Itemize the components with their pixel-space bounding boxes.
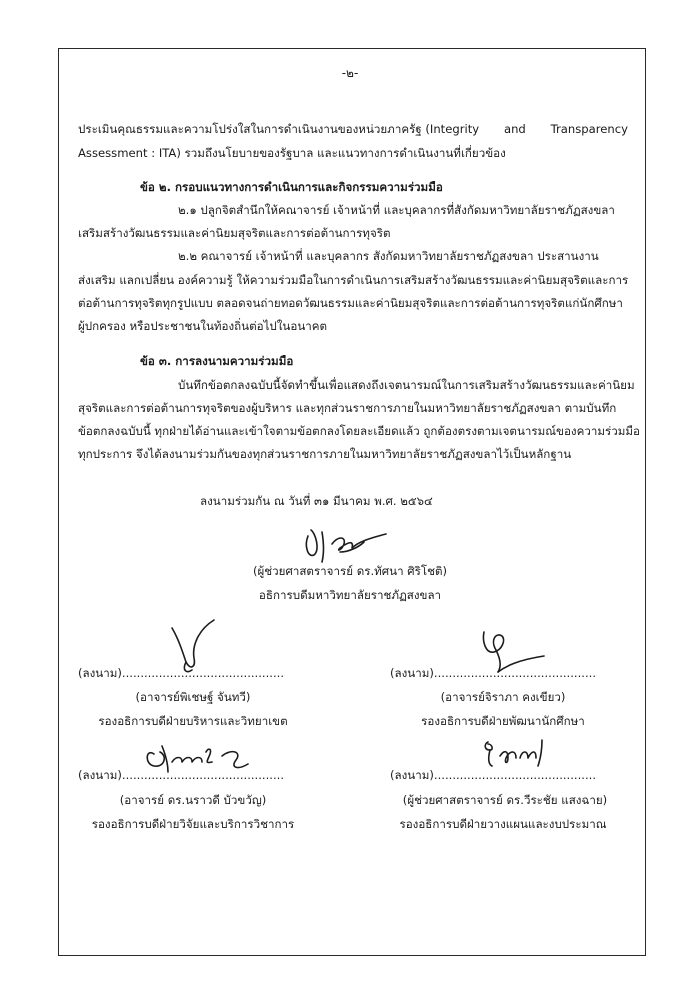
signatory-1-name: (อาจารย์พิเชษฐ์ จันทวี)	[135, 690, 251, 704]
signatory-2-sign-line: (ลงนาม)............................................	[390, 666, 597, 680]
signing-date: ลงนามร่วมกัน ณ วันที่ ๓๑ มีนาคม พ.ศ. ๒๕๖๔	[200, 494, 433, 508]
signatory-4-signature	[476, 736, 556, 772]
ita-paragraph-line-2: Assessment : ITA) รวมถึงนโยบายของรัฐบาล และแนวทางการดำเนินงานที่เกี่ยวข้อง	[78, 146, 506, 160]
section-2-item-2-line-3: ต่อต้านการทุจริตทุกรูปแบบ ตลอดจนถ่ายทอดวัฒนธรรมและค่านิยมสุจริตและการต่อต้านการทุจริตแก่นักศึกษา	[78, 296, 623, 310]
signatory-1-position: รองอธิการบดีฝ่ายบริหารและวิทยาเขต	[98, 714, 288, 728]
section-3-heading: ข้อ ๓. การลงนามความร่วมมือ	[140, 354, 294, 368]
ita-line1-part-3: Transparency	[550, 122, 628, 136]
section-2-item-1-line-1: ๒.๑ ปลูกจิตสำนึกให้คณาจารย์ เจ้าหน้าที่ และบุคลากรที่สังกัดมหาวิทยาลัยราชภัฏสงขลา	[178, 203, 615, 217]
section-2-item-1-line-2: เสริมสร้างวัฒนธรรมและค่านิยมสุจริตและการต่อต้านการทุจริต	[78, 226, 391, 240]
ita-line1-part-2: and	[503, 122, 526, 136]
section-2-item-2-line-4: ผู้ปกครอง หรือประชาชนในท้องถิ่นต่อไปในอนาคต	[78, 319, 328, 333]
ita-line1-part-1: ประเมินคุณธรรมและความโปร่งใสในการดำเนินงานของหน่วยภาครัฐ (Integrity	[78, 122, 480, 136]
signatory-4-sign-line: (ลงนาม)............................................	[390, 768, 597, 782]
president-name: (ผู้ช่วยศาสตราจารย์ ดร.ทัศนา ศิริโชติ)	[252, 564, 447, 578]
signatory-4-position: รองอธิการบดีฝ่ายวางแผนและงบประมาณ	[399, 817, 607, 831]
section-3-line-4: ทุกประการ จึงได้ลงนามร่วมกันของทุกส่วนราชการภายในมหาวิทยาลัยราชภัฏสงขลาไว้เป็นหลักฐาน	[78, 447, 572, 461]
ita-paragraph-line-1	[78, 124, 628, 136]
signatory-3-sign-line: (ลงนาม)............................................	[78, 768, 285, 782]
president-position: อธิการบดีมหาวิทยาลัยราชภัฏสงขลา	[258, 588, 442, 602]
signatory-2-position: รองอธิการบดีฝ่ายพัฒนานักศึกษา	[421, 714, 585, 728]
section-2-item-2-line-1: ๒.๒ คณาจารย์ เจ้าหน้าที่ และบุคลากร สังกัดมหาวิทยาลัยราชภัฏสงขลา ประสานงาน	[178, 249, 599, 263]
section-2-item-2-line-2: ส่งเสริม แลกเปลี่ยน องค์ความรู้ ให้ความร่วมมือในการดำเนินการเสริมสร้างวัฒนธรรมและค่านิยมสุจริตและการ	[78, 273, 629, 287]
signatory-3-name: (อาจารย์ ดร.นราวดี บัวขวัญ)	[119, 793, 267, 807]
signatory-4-name: (ผู้ช่วยศาสตราจารย์ ดร.วีระชัย แสงฉาย)	[402, 793, 608, 807]
section-3-line-2: สุจริตและการต่อต้านการทุจริตของผู้บริหาร และทุกส่วนราชการภายในมหาวิทยาลัยราชภัฏสงขลา ตามบันทึก	[78, 401, 617, 415]
signatory-3-position: รองอธิการบดีฝ่ายวิจัยและบริการวิชาการ	[91, 817, 295, 831]
signatory-2-name: (อาจารย์จิราภา คงเขียว)	[440, 690, 566, 704]
president-signature	[300, 522, 390, 567]
section-3-line-1: บันทึกข้อตกลงฉบับนี้จัดทำขึ้นเพื่อแสดงถึงเจตนารมณ์ในการเสริมสร้างวัฒนธรรมและค่านิยม	[178, 378, 635, 392]
page-number: -๒-	[341, 66, 359, 80]
section-2-heading: ข้อ ๒. กรอบแนวทางการดำเนินการและกิจกรรมความร่วมมือ	[140, 180, 443, 194]
section-3-line-3: ข้อตกลงฉบับนี้ ทุกฝ่ายได้อ่านและเข้าใจตามข้อตกลงโดยละเอียดแล้ว ถูกต้องตรงตามเจตนารมณ์ของความร่วมมือ	[78, 424, 640, 438]
signatory-1-sign-line: (ลงนาม)............................................	[78, 666, 285, 680]
